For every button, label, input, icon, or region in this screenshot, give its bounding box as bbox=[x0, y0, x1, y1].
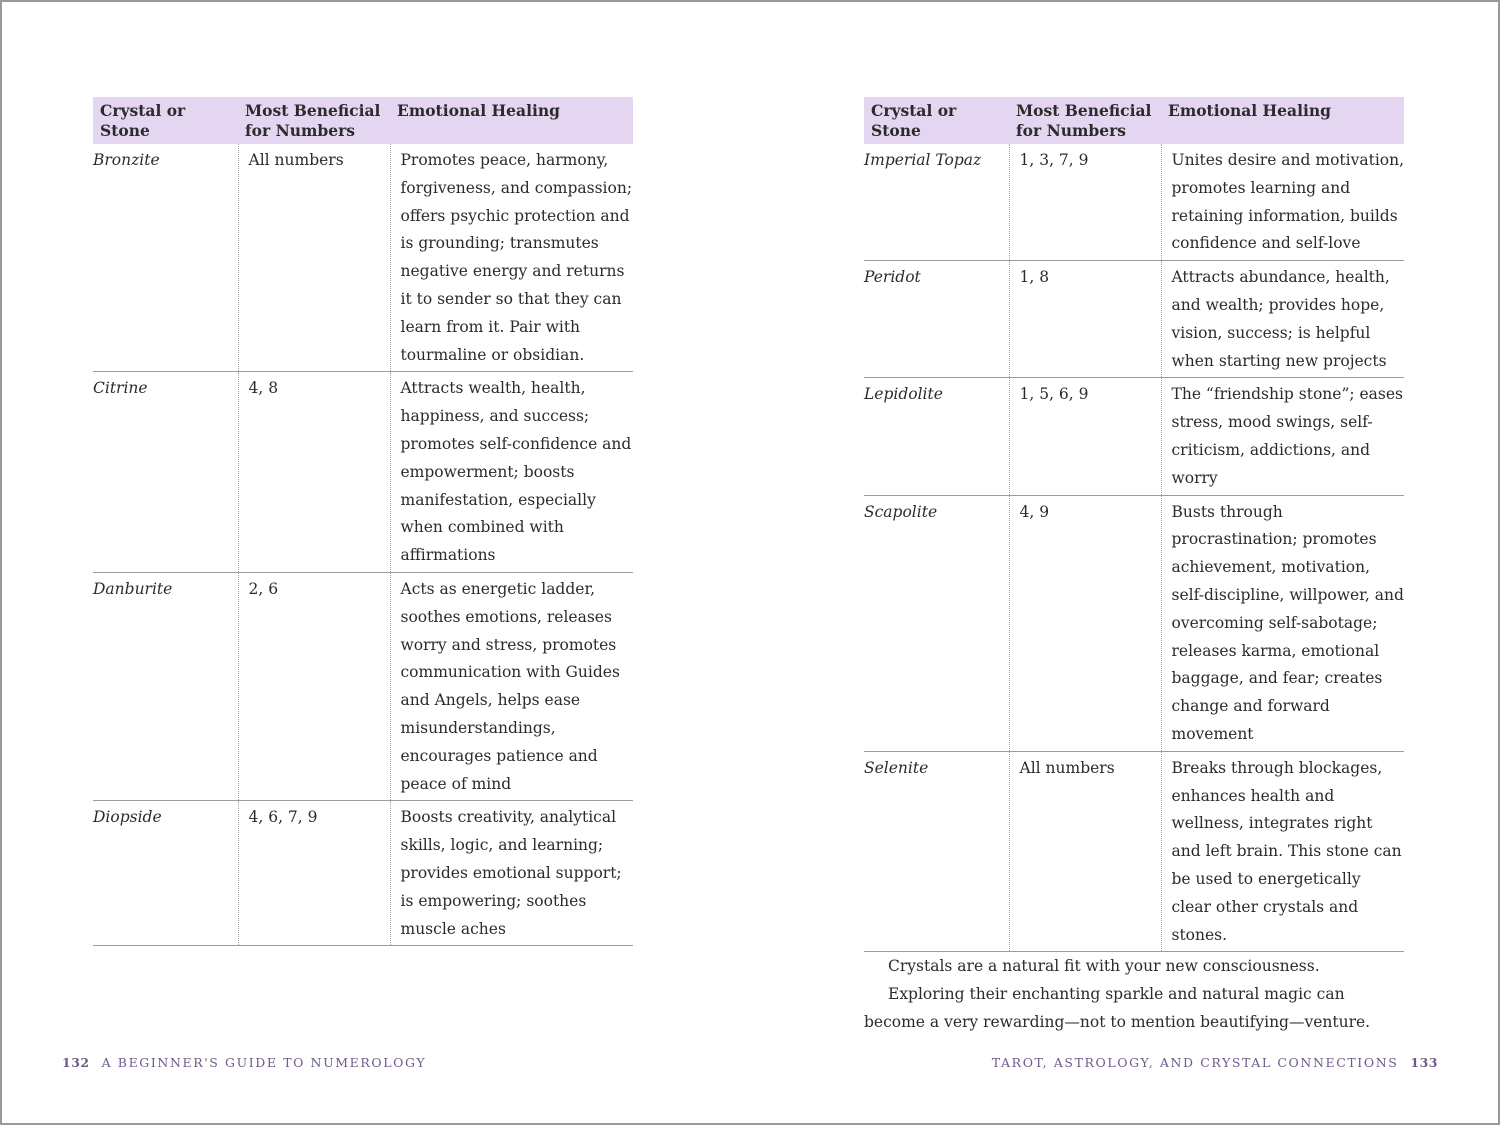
stone-name: Citrine bbox=[93, 372, 238, 573]
header-healing: Emotional Healing bbox=[1161, 97, 1404, 144]
crystal-table-right bbox=[864, 97, 1404, 952]
table-header-row bbox=[864, 97, 1404, 144]
emotional-healing: Attracts abundance, health, and wealth; provides hope, vision, success; is helpful when starting new projects bbox=[1161, 261, 1404, 378]
beneficial-numbers: All numbers bbox=[1009, 751, 1161, 952]
stone-name: Peridot bbox=[864, 261, 1009, 378]
stone-name: Bronzite bbox=[93, 144, 238, 372]
beneficial-numbers: 1, 3, 7, 9 bbox=[1009, 144, 1161, 261]
beneficial-numbers: 1, 8 bbox=[1009, 261, 1161, 378]
header-healing: Emotional Healing bbox=[390, 97, 633, 144]
table-row bbox=[864, 495, 1404, 751]
stone-name: Scapolite bbox=[864, 495, 1009, 751]
closing-paragraph: Crystals are a natural fit with your new consciousness. bbox=[888, 957, 1320, 975]
page-number: 132 bbox=[62, 1055, 90, 1070]
header-numbers: Most Beneficial for Numbers bbox=[238, 97, 390, 144]
emotional-healing: Acts as energetic ladder, soothes emotions, releases worry and stress, promotes communication with Guides and Angels, helps ease misunderstandings, encourages patience and peace of mind bbox=[390, 572, 633, 800]
emotional-healing: Attracts wealth, health, happiness, and success; promotes self-confidence and empowerment; boosts manifestation, especially when combined with affirmations bbox=[390, 372, 633, 573]
header-numbers: Most Beneficial for Numbers bbox=[1009, 97, 1161, 144]
stone-name: Imperial Topaz bbox=[864, 144, 1009, 261]
table-row bbox=[864, 261, 1404, 378]
beneficial-numbers: 4, 9 bbox=[1009, 495, 1161, 751]
table-row bbox=[864, 751, 1404, 952]
emotional-healing: Unites desire and motivation, promotes learning and retaining information, builds confidence and self-love bbox=[1161, 144, 1404, 261]
beneficial-numbers: 2, 6 bbox=[238, 572, 390, 800]
emotional-healing: Busts through procrastination; promotes achievement, motivation, self-discipline, willpower, and overcoming self-sabotage; releases karma, emotional baggage, and fear; creates change and forward movement bbox=[1161, 495, 1404, 751]
right-page bbox=[750, 0, 1500, 1125]
stone-name: Lepidolite bbox=[864, 378, 1009, 495]
closing-text bbox=[864, 953, 1409, 1036]
stone-name: Danburite bbox=[93, 572, 238, 800]
header-stone: Crystal or Stone bbox=[864, 97, 1009, 144]
table-row bbox=[864, 378, 1404, 495]
left-page-footer bbox=[62, 1055, 426, 1070]
table-row bbox=[93, 572, 633, 800]
emotional-healing: Promotes peace, harmony, forgiveness, and compassion; offers psychic protection and is grounding; transmutes negative energy and returns it to sender so that they can learn from it. Pair with tourmaline or obsidian. bbox=[390, 144, 633, 372]
table-row bbox=[93, 801, 633, 946]
emotional-healing: Boosts creativity, analytical skills, logic, and learning; provides emotional support; is empowering; soothes muscle aches bbox=[390, 801, 633, 946]
stone-name: Diopside bbox=[93, 801, 238, 946]
table-row bbox=[93, 144, 633, 372]
beneficial-numbers: 4, 6, 7, 9 bbox=[238, 801, 390, 946]
table-row bbox=[864, 144, 1404, 261]
stone-name: Selenite bbox=[864, 751, 1009, 952]
header-stone: Crystal or Stone bbox=[93, 97, 238, 144]
beneficial-numbers: 4, 8 bbox=[238, 372, 390, 573]
beneficial-numbers: 1, 5, 6, 9 bbox=[1009, 378, 1161, 495]
crystal-table-left bbox=[93, 97, 633, 946]
running-head: A BEGINNER'S GUIDE TO NUMEROLOGY bbox=[101, 1055, 427, 1070]
right-page-footer bbox=[992, 1055, 1438, 1070]
emotional-healing: Breaks through blockages, enhances health and wellness, integrates right and left brain. This stone can be used to energetically clear other crystals and stones. bbox=[1161, 751, 1404, 952]
closing-paragraph: Exploring their enchanting sparkle and natural magic can become a very rewarding—not to mention beautifying—venture. bbox=[864, 984, 1371, 1031]
beneficial-numbers: All numbers bbox=[238, 144, 390, 372]
table-row bbox=[93, 372, 633, 573]
page-number: 133 bbox=[1410, 1055, 1438, 1070]
table-header-row bbox=[93, 97, 633, 144]
running-head: TAROT, ASTROLOGY, AND CRYSTAL CONNECTIONS bbox=[991, 1055, 1399, 1070]
emotional-healing: The “friendship stone”; eases stress, mood swings, self-criticism, addictions, and worry bbox=[1161, 378, 1404, 495]
